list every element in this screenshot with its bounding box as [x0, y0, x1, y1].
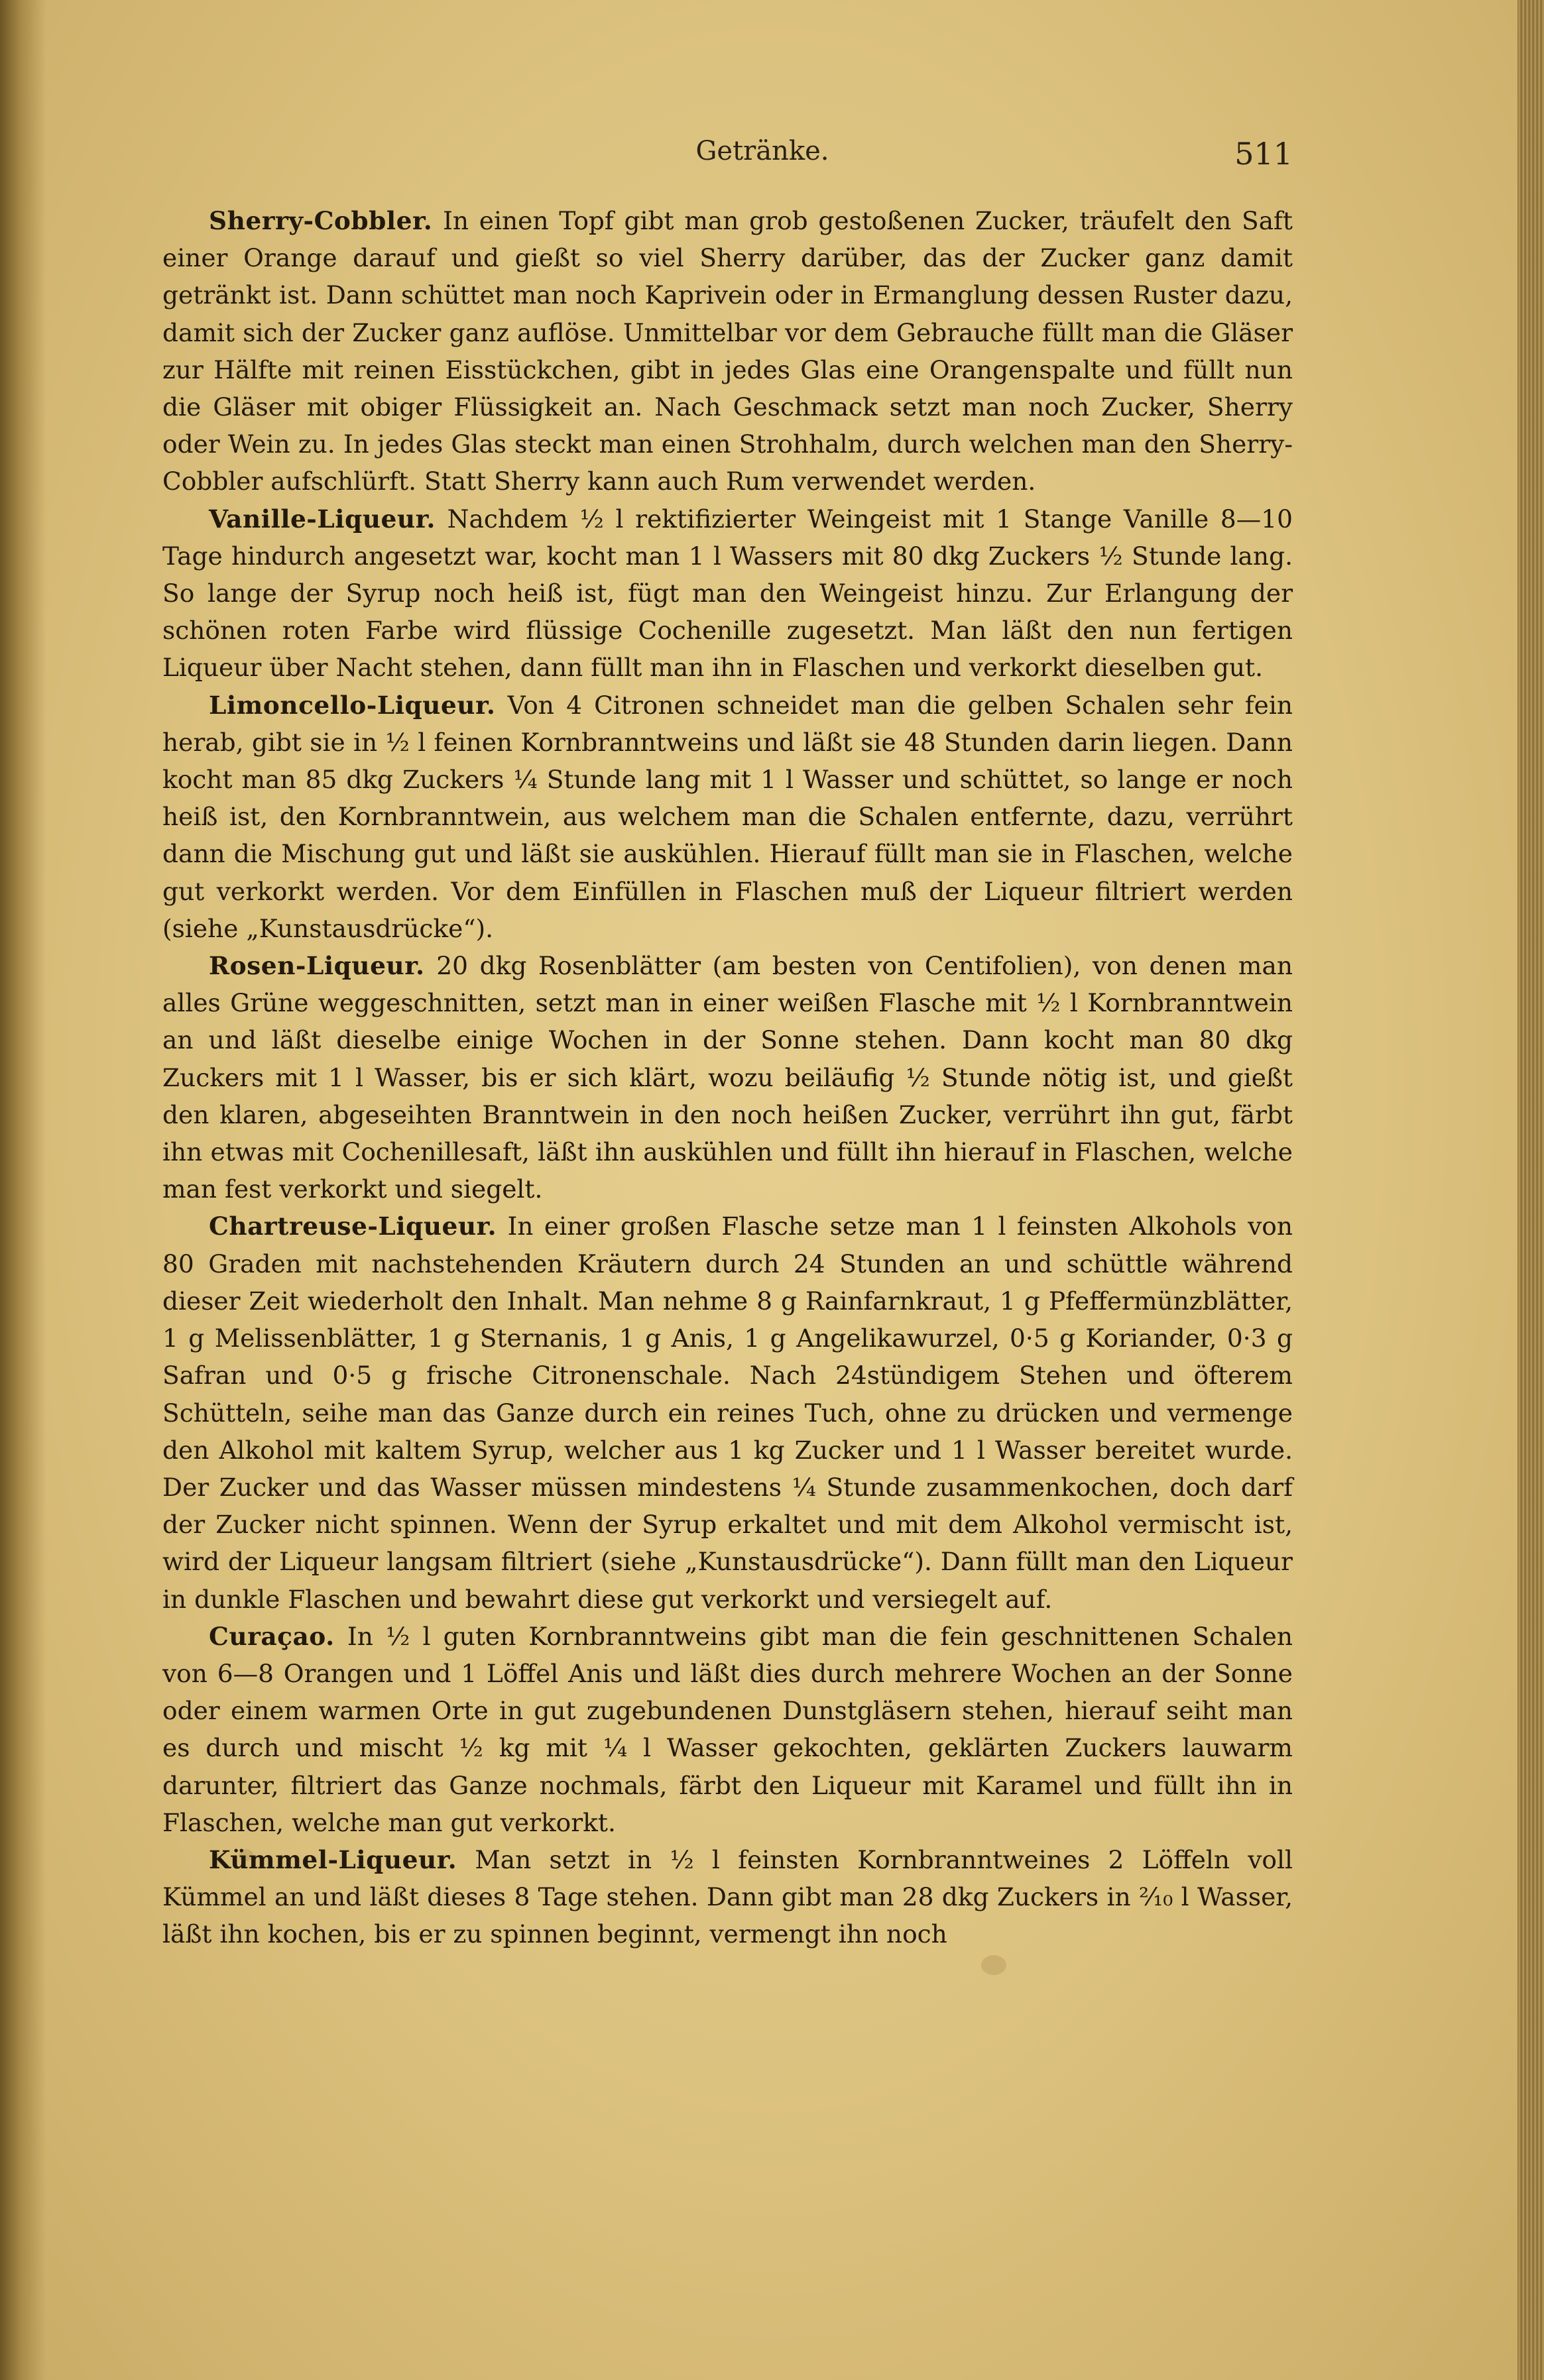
paper-stain [981, 1955, 1006, 1975]
recipe-entry [162, 1208, 1293, 1617]
recipe-text: 20 dkg Rosenblätter (am besten von Centifolien), von denen man alles Grüne weggeschnitten, setzt man in einer weißen Flasche mit ½ l Kornbranntwein an und läßt dieselbe einige Wochen in der Sonne stehen. Dann kocht man 80 dkg Zuckers mit 1 l Wasser, bis er sich klärt, wozu beiläufig ½ Stunde nötig ist, und gießt den klaren, abgeseihten Branntwein in den noch heißen Zucker, verrührt ihn gut, färbt ihn etwas mit Cochenillesaft, läßt ihn auskühlen und füllt ihn hierauf in Flaschen, welche man fest verkorkt und siegelt. [162, 951, 1293, 1204]
recipe-entry [162, 947, 1293, 1208]
page-header [166, 136, 1293, 182]
page-number: 511 [1234, 136, 1293, 172]
recipe-entry [162, 500, 1293, 687]
recipe-entry [162, 202, 1293, 500]
recipe-entry [162, 687, 1293, 947]
recipe-title: Sherry-Cobbler. [209, 206, 433, 235]
recipe-text: Von 4 Citronen schneidet man die gelben Schalen sehr fein herab, gibt sie in ½ l feinen Kornbranntweins und läßt sie 48 Stunden darin liegen. Dann kocht man 85 dkg Zuckers ¼ Stunde lang mit 1 l Wasser und schüttet, so lange er noch heiß ist, den Kornbranntwein, aus welchem man die Schalen entfernte, dazu, verrührt dann die Mischung gut und läßt sie auskühlen. Hierauf füllt man sie in Flaschen, welche gut verkorkt werden. Vor dem Einfüllen in Flaschen muß der Liqueur filtriert werden (siehe „Kunstausdrücke“). [162, 690, 1293, 943]
recipe-text: Nachdem ½ l rektifizierter Weingeist mit 1 Stange Vanille 8—10 Tage hindurch angesetzt war, kocht man 1 l Wassers mit 80 dkg Zuckers ½ Stunde lang. So lange der Syrup noch heiß ist, fügt man den Weingeist hinzu. Zur Erlangung der schönen roten Farbe wird flüssige Cochenille zugesetzt. Man läßt den nun fertigen Liqueur über Nacht stehen, dann füllt man ihn in Flaschen und verkorkt dieselben gut. [162, 504, 1293, 683]
recipe-entry [162, 1841, 1293, 1953]
binding-gutter [0, 0, 46, 2380]
recipe-text: Man setzt in ½ l feinsten Kornbranntweines 2 Löffeln voll Kümmel an und läßt dieses 8 Tage stehen. Dann gibt man 28 dkg Zuckers in ²⁄₁₀ l Wasser, läßt ihn kochen, bis er zu spinnen beginnt, vermengt ihn noch [162, 1844, 1293, 1949]
recipe-title: Kümmel-Liqueur. [209, 1844, 457, 1874]
recipe-title: Rosen-Liqueur. [209, 951, 425, 981]
running-head: Getränke. [695, 136, 829, 166]
page-edges [1517, 0, 1544, 2380]
recipe-title: Limoncello-Liqueur. [209, 690, 496, 720]
recipe-text: In einen Topf gibt man grob gestoßenen Zucker, träufelt den Saft einer Orange darauf und gießt so viel Sherry darüber, das der Zucker ganz damit getränkt ist. Dann schüttet man noch Kaprivein oder in Ermanglung dessen Ruster dazu, damit sich der Zucker ganz auflöse. Unmittelbar vor dem Gebrauche füllt man die Gläser zur Hälfte mit reinen Eisstückchen, gibt in jedes Glas eine Orangenspalte und füllt nun die Gläser mit obiger Flüssigkeit an. Nach Geschmack setzt man noch Zucker, Sherry oder Wein zu. In jedes Glas steckt man einen Strohhalm, durch welchen man den Sherry-Cobbler aufschlürft. Statt Sherry kann auch Rum verwendet werden. [162, 206, 1293, 496]
recipe-entry [162, 1618, 1293, 1841]
recipe-title: Curaçao. [209, 1621, 335, 1651]
recipe-title: Vanille-Liqueur. [209, 504, 436, 534]
recipe-title: Chartreuse-Liqueur. [209, 1212, 497, 1241]
page-body [162, 202, 1293, 1953]
recipe-text: In einer großen Flasche setze man 1 l feinsten Alkohols von 80 Graden mit nachstehenden Kräutern durch 24 Stunden an und schüttle während dieser Zeit wiederholt den Inhalt. Man nehme 8 g Rainfarnkraut, 1 g Pfeffermünzblätter, 1 g Melissenblätter, 1 g Sternanis, 1 g Anis, 1 g Angelikawurzel, 0·5 g Koriander, 0·3 g Safran und 0·5 g frische Citronenschale. Nach 24stündigem Stehen und öfterem Schütteln, seihe man das Ganze durch ein reines Tuch, ohne zu drücken und vermenge den Alkohol mit kaltem Syrup, welcher aus 1 kg Zucker und 1 l Wasser bereitet wurde. Der Zucker und das Wasser müssen mindestens ¼ Stunde zusammenkochen, doch darf der Zucker nicht spinnen. Wenn der Syrup erkaltet und mit dem Alkohol vermischt ist, wird der Liqueur langsam filtriert (siehe „Kunstausdrücke“). Dann füllt man den Liqueur in dunkle Flaschen und bewahrt diese gut verkorkt und versiegelt auf. [162, 1212, 1293, 1614]
recipe-text: In ½ l guten Kornbranntweins gibt man die fein geschnittenen Schalen von 6—8 Orangen und 1 Löffel Anis und läßt dies durch mehrere Wochen an der Sonne oder einem warmen Orte in gut zugebundenen Dunstgläsern stehen, hierauf seiht man es durch und mischt ½ kg mit ¼ l Wasser gekochten, geklärten Zuckers lauwarm darunter, filtriert das Ganze nochmals, färbt den Liqueur mit Karamel und füllt ihn in Flaschen, welche man gut verkorkt. [162, 1621, 1293, 1837]
